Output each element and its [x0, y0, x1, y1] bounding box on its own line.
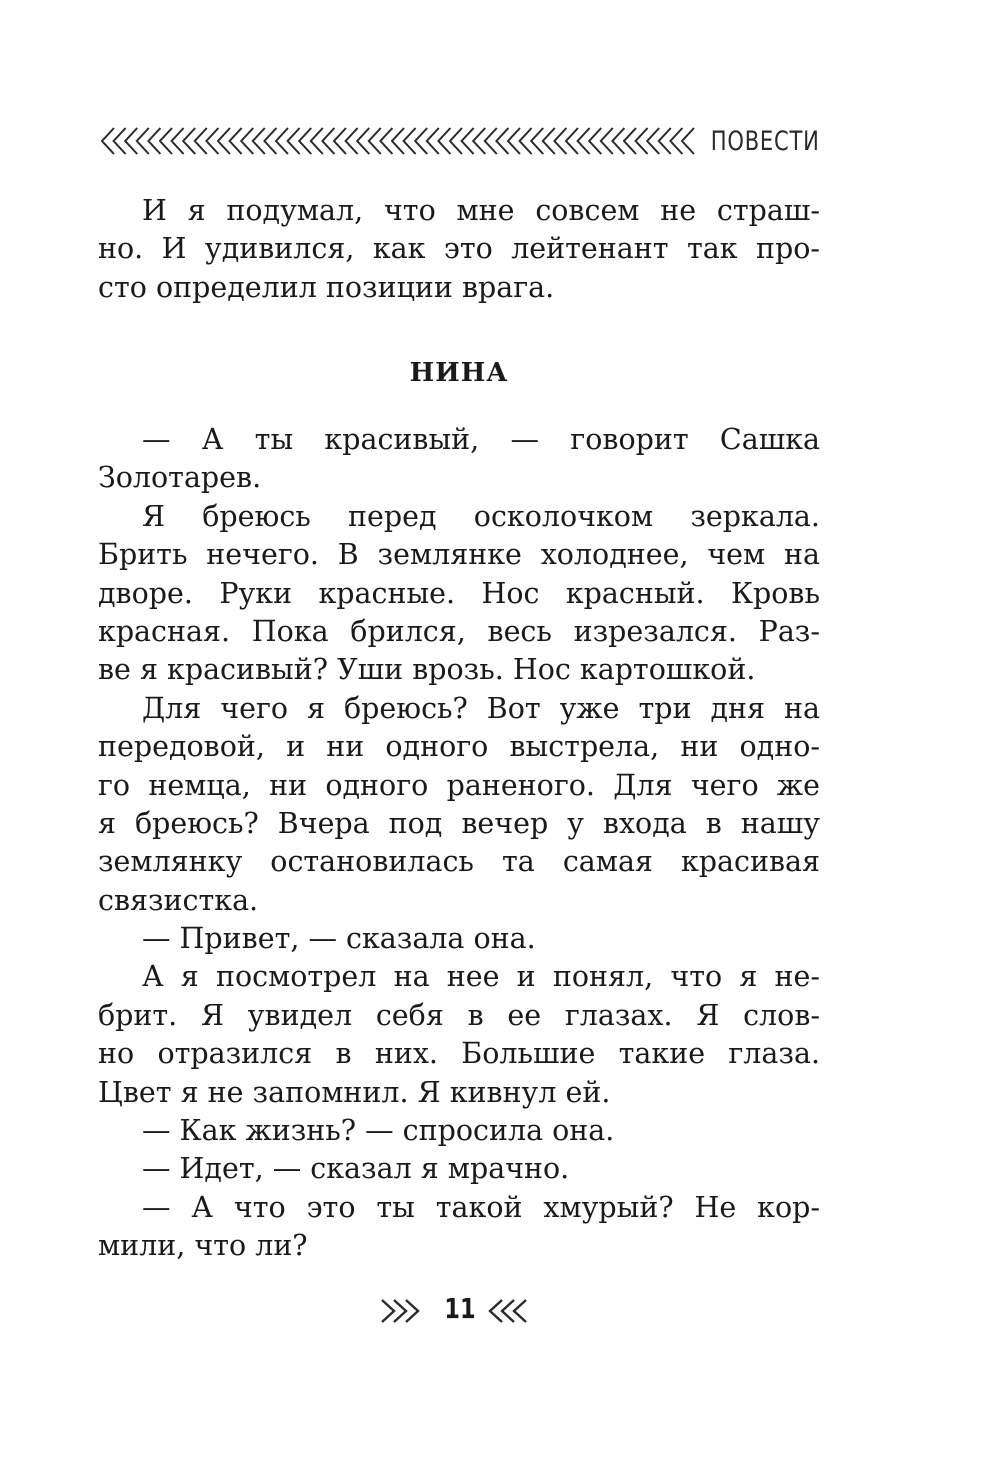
text-line: — Идет, — сказал я мрачно.	[142, 1152, 570, 1186]
text-line: — Привет, — сказала она.	[142, 922, 536, 956]
text-line: брит. Я увидел себя в ее глазах. Я слов-	[98, 998, 820, 1032]
page-folio	[380, 1288, 540, 1332]
text-line: го немца, ни одного раненого. Для чего же	[98, 768, 820, 802]
chapter-title: НИНА	[409, 358, 509, 388]
text-line: Золотарев.	[98, 461, 262, 495]
text-line: Цвет я не запомнил. Я кивнул ей.	[98, 1075, 611, 1109]
text-line: ве я красивый? Уши врозь. Нос картошкой.	[98, 653, 756, 687]
text-line: — А что это ты такой хмурый? Не кор-	[142, 1190, 820, 1224]
text-line: но отразился в них. Большие такие глаза.	[98, 1037, 820, 1071]
text-line: — Как жизнь? — спросила она.	[142, 1114, 615, 1148]
text-line: сто определил позиции врага.	[98, 270, 555, 304]
right-chevrons-icon	[488, 1296, 548, 1326]
page-number: 11	[444, 1292, 476, 1325]
text-line: — А ты красивый, — говорит Сашка	[142, 423, 820, 456]
text-line: Я бреюсь перед осколочком зеркала.	[142, 499, 820, 533]
chevron-ornament-icon	[98, 124, 698, 158]
section-label: ПОВЕСТИ	[711, 126, 820, 157]
text-line: передовой, и ни одного выстрела, ни одно-	[98, 730, 820, 764]
text-line: А я посмотрел на нее и понял, что я не-	[142, 960, 820, 994]
text-line: красная. Пока брился, весь изрезался. Раз-	[98, 614, 820, 648]
text-line: я бреюсь? Вчера под вечер у входа в нашу	[98, 806, 820, 840]
text-line: мили, что ли?	[98, 1229, 308, 1263]
text-line: И я подумал, что мне совсем не страш-	[142, 194, 820, 227]
text-line: дворе. Руки красные. Нос красный. Кровь	[98, 576, 820, 610]
text-line: связистка.	[98, 883, 259, 917]
text-line: но. И удивился, как это лейтенант так про-	[98, 232, 820, 266]
running-header	[98, 118, 820, 162]
text-line: землянку остановилась та самая красивая	[98, 845, 820, 879]
paragraph-continuation	[98, 192, 820, 307]
text-line: Брить нечего. В землянке холоднее, чем на	[98, 538, 820, 572]
text-line: Для чего я бреюсь? Вот уже три дня на	[142, 691, 820, 725]
chapter-body	[98, 421, 820, 1266]
